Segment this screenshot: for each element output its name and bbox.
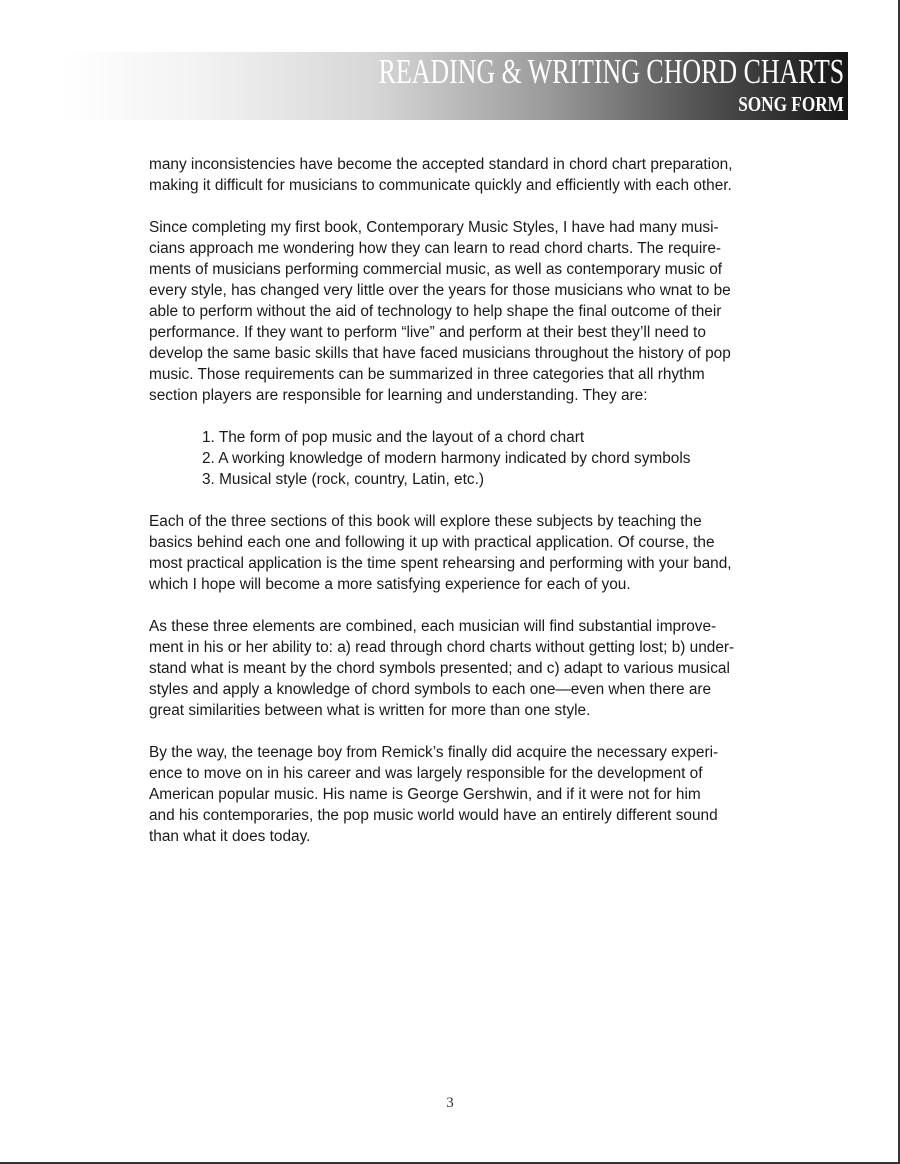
text-line: stand what is meant by the chord symbols presented; and c) adapt to various musical [149,660,730,677]
list-item: 3. Musical style (rock, country, Latin, etc.) [202,471,484,488]
text-line: many inconsistencies have become the accepted standard in chord chart preparation, [149,156,733,173]
text-line: cians approach me wondering how they can learn to read chord charts. The require- [149,240,722,257]
text-line: ence to move on in his career and was largely responsible for the development of [149,765,703,782]
paragraph-4 [149,616,829,721]
paragraph-3 [149,511,829,595]
text-line: most practical application is the time spent rehearsing and performing with your band, [149,555,732,572]
header-title: READING & WRITING CHORD CHARTS [378,52,844,91]
text-line: American popular music. His name is George Gershwin, and if it were not for him [149,786,701,803]
text-line: basics behind each one and following it up with practical application. Of course, the [149,534,715,551]
page-number: 3 [446,1095,454,1111]
text-line: As these three elements are combined, each musician will find substantial improve- [149,618,717,635]
text-line: than what it does today. [149,828,311,845]
text-line: ments of musicians performing commercial music, as well as contemporary music of [149,261,723,278]
text-line: Since completing my first book, Contemporary Music Styles, I have had many musi- [149,219,719,236]
paragraph-2 [149,217,829,406]
text-line: able to perform without the aid of technology to help shape the final outcome of their [149,303,722,320]
paragraph-5 [149,742,829,847]
text-line: section players are responsible for learning and understanding. They are: [149,387,648,404]
text-line: music. Those requirements can be summarized in three categories that all rhythm [149,366,705,383]
list-item: 1. The form of pop music and the layout of a chord chart [202,429,585,446]
text-line: which I hope will become a more satisfying experience for each of you. [149,576,631,593]
paragraph-1 [149,154,829,196]
text-line: ment in his or her ability to: a) read through chord charts without getting lost; b) under- [149,639,735,656]
text-line: Each of the three sections of this book will explore these subjects by teaching the [149,513,702,530]
body-text [149,154,829,868]
text-line: making it difficult for musicians to communicate quickly and efficiently with each other. [149,177,732,194]
text-line: develop the same basic skills that have faced musicians throughout the history of pop [149,345,731,362]
text-line: styles and apply a knowledge of chord symbols to each one—even when there are [149,681,712,698]
header-subtitle: SONG FORM [738,92,844,116]
header-banner [62,52,848,120]
text-line: great similarities between what is written for more than one style. [149,702,591,719]
text-line: every style, has changed very little over the years for those musicians who wnat to be [149,282,731,299]
text-line: By the way, the teenage boy from Remick’s finally did acquire the necessary experi- [149,744,719,761]
text-line: performance. If they want to perform “live” and perform at their best they’ll need to [149,324,706,341]
list-item: 2. A working knowledge of modern harmony indicated by chord symbols [202,450,691,467]
text-line: and his contemporaries, the pop music world would have an entirely different sound [149,807,718,824]
requirements-list [149,427,829,490]
